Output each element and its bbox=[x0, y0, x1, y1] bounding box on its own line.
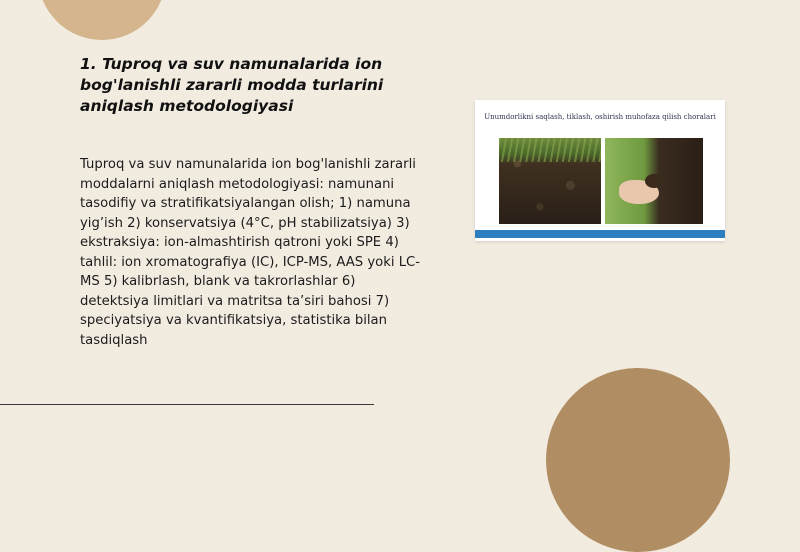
soil-clump-shape bbox=[645, 174, 663, 188]
horizontal-divider bbox=[0, 404, 374, 405]
slide-body-text: Tuproq va suv namunalarida ion bog'lanishli zararli moddalarni aniqlash metodologiyasi: namunani tasodifiy va stratifikatsiyalangan olish; 1) namuna yig’ish 2) konservatsiya (4°C, pH stabilizatsiya) 3) ekstraksiya: ion-almashtirish qatroni yoki SPE 4) tahlil: ion xromatografiya (IC), ICP-MS, AAS yoki LC-MS 5) kalibrlash, blank va takrorlashlar 6) detektsiya limitlari va matritsa ta’siri bahosi 7) speciyatsiya va kvantifikatsiya, statistika bilan tasdiqlash bbox=[80, 157, 421, 348]
soil-photo bbox=[499, 138, 601, 224]
decorative-circle-top bbox=[38, 0, 166, 40]
slide-title: 1. Tuproq va suv namunalarida ion bog'lanishli zararli modda turlarini aniqlash metodologiyasi bbox=[80, 55, 384, 115]
embedded-slide-image bbox=[475, 100, 725, 241]
embedded-slide-accent-bar bbox=[475, 230, 725, 238]
decorative-circle-bottom bbox=[546, 368, 730, 552]
embedded-slide-caption: Unumdorlikni saqlash, tiklash, oshirish muhofaza qilish choralari bbox=[484, 113, 716, 121]
hand-holding-soil-photo bbox=[605, 138, 703, 224]
